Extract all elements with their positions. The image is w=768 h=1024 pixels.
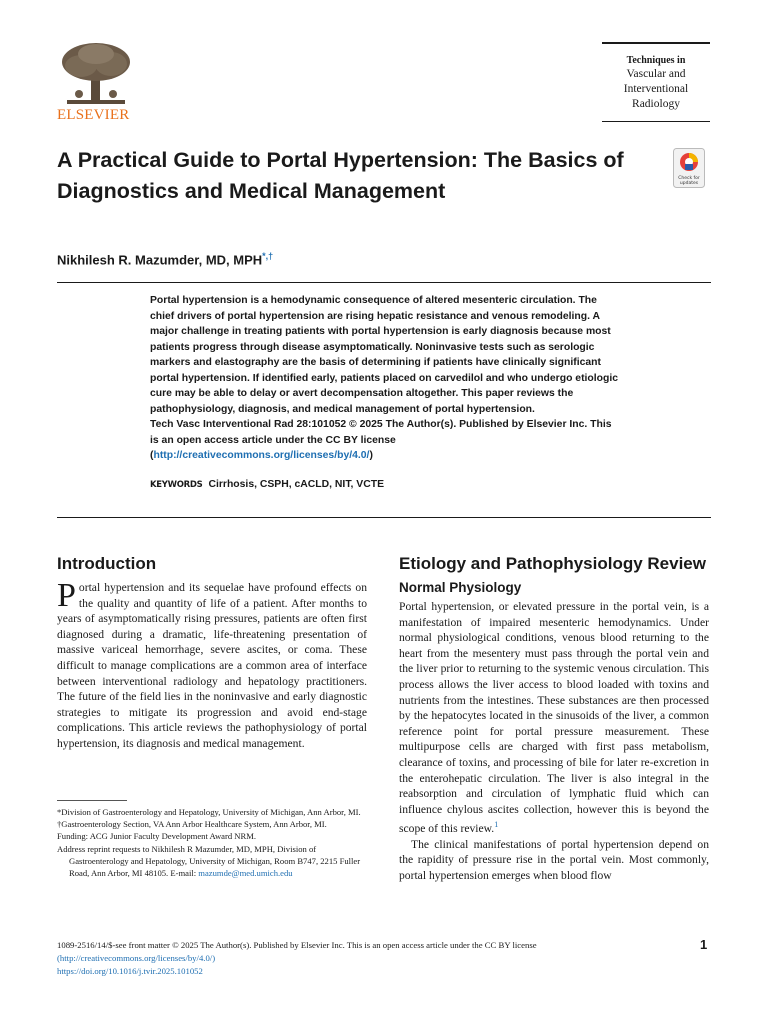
page-number: 1 bbox=[700, 937, 708, 952]
journal-name-line2: Vascular and bbox=[626, 68, 686, 80]
physiology-paragraph-1 bbox=[399, 599, 709, 837]
check-for-updates-icon bbox=[673, 148, 705, 188]
right-column bbox=[399, 553, 709, 884]
article-title: A Practical Guide to Portal Hypertension: The Basics of Diagnostics and Medical Management bbox=[57, 148, 624, 203]
keywords-list: Cirrhosis, CSPH, cACLD, NIT, VCTE bbox=[208, 479, 384, 490]
journal-name-line4: Radiology bbox=[632, 98, 680, 110]
etiology-heading: Etiology and Pathophysiology Review bbox=[399, 554, 706, 573]
citation-line: Tech Vasc Interventional Rad 28:101052 © 2025 The Author(s). Published by Elsevier Inc. This is an open access article under the CC BY license (http://creativecommons.org/licenses/by/4.0/) bbox=[150, 419, 612, 461]
introduction-text: ortal hypertension and its sequelae have profound effects on the quality and quantity of life of a patient. After months to years of asymptomatically rising pressures, patients are often first diagnosed during a dramatic, life-threatening presentation of massive variceal hemorrhage, severe ascites, or coma. These difficult to manage complications are a common area of interface between interventional radiology and hepatology practitioners. The future of the field lies in the noninvasive and early diagnostic strategies to mitigate its progression and avoid end-stage complications. This article reviews the pathophysiology of portal hypertension, its diagnosis and medical management. bbox=[57, 581, 367, 750]
introduction-heading: Introduction bbox=[57, 554, 157, 573]
keywords-label: KEYWORDS bbox=[150, 480, 203, 490]
check-for-updates-badge[interactable] bbox=[673, 148, 705, 188]
badge-text-2: updates bbox=[679, 181, 699, 186]
footnotes bbox=[57, 806, 369, 879]
reference-link-1[interactable]: 1 bbox=[494, 820, 499, 830]
badge-text-1: Check for bbox=[678, 176, 700, 181]
introduction-paragraph bbox=[57, 577, 367, 752]
author-line bbox=[57, 251, 273, 267]
license-link[interactable]: http://creativecommons.org/licenses/by/4.0/ bbox=[153, 450, 370, 461]
left-column bbox=[57, 553, 367, 752]
author-email-link[interactable]: mazumde@med.umich.edu bbox=[198, 868, 293, 879]
journal-name-line1: Techniques in bbox=[626, 55, 686, 66]
keywords-line bbox=[150, 479, 384, 490]
doi-link[interactable]: https://doi.org/10.1016/j.tvir.2025.101052 bbox=[57, 965, 203, 976]
footnote-affiliation-2: †Gastroenterology Section, VA Ann Arbor Healthcare System, Ann Arbor, MI. bbox=[57, 819, 327, 830]
footnote-funding: Funding: ACG Junior Faculty Development Award NRM. bbox=[57, 831, 257, 842]
journal-name-line3: Interventional bbox=[623, 83, 689, 95]
tree-icon bbox=[57, 40, 135, 106]
drop-cap: P bbox=[57, 577, 76, 614]
footer-license-link[interactable]: (http://creativecommons.org/licenses/by/4.0/) bbox=[57, 952, 216, 963]
publisher-name: ELSEVIER bbox=[57, 107, 130, 123]
abstract-bottom-rule bbox=[57, 517, 711, 518]
abstract-top-rule bbox=[57, 282, 711, 283]
journal-name-box bbox=[602, 42, 710, 122]
footer-copyright: 1089-2516/14/$-see front matter © 2025 The Author(s). Published by Elsevier Inc. This is an open access article under the CC BY license bbox=[57, 940, 537, 950]
abstract bbox=[150, 293, 620, 464]
footnote-rule bbox=[57, 800, 127, 801]
normal-physiology-heading: Normal Physiology bbox=[399, 580, 522, 595]
physiology-paragraph-2: The clinical manifestations of portal hypertension depend on the rapidity of pressure rise in the portal vein. Most commonly, portal hypertension emerges when blood flow bbox=[399, 837, 709, 882]
page-footer bbox=[57, 939, 657, 977]
author-affiliation-marks[interactable]: *,† bbox=[262, 251, 274, 261]
author-name: Nikhilesh R. Mazumder, MD, MPH bbox=[57, 252, 263, 268]
citation-text: Tech Vasc Interventional Rad 28:101052 © 2025 The Author(s). Published by Elsevier Inc. This is an open access article under the CC BY license bbox=[150, 419, 612, 446]
footnote-address bbox=[57, 843, 369, 880]
footnote-affiliation-1: *Division of Gastroenterology and Hepatology, University of Michigan, Ann Arbor, MI. bbox=[57, 807, 361, 817]
footnote-address-text: Address reprint requests to Nikhilesh R Mazumder, MD, MPH, Division of Gastroenterology and Hepatology, University of Michigan, Room B747, 2215 Fuller Road, Ann Arbor, MI 48105. E-mail: bbox=[57, 843, 361, 879]
abstract-text: Portal hypertension is a hemodynamic consequence of altered mesenteric circulation. The chief drivers of portal hypertension are rising hepatic resistance and venous remodeling. A major challenge in treating patients with portal hypertension is early diagnosis because most patients progress through disease asymptomatically. Noninvasive tests such as serologic markers and elastography are the basis of determining if patients have clinically significant portal hypertension. If identified early, patients placed on carvedilol and who undergo etiologic cure may be able to delay or avert decompensation altogether. This paper reviews the pathophysiology, diagnosis, and medical management of portal hypertension. bbox=[150, 295, 619, 415]
physiology-text-1: Portal hypertension, or elevated pressure in the portal vein, is a manifestation of impaired mesenteric hemodynamics. Under normal physiological conditions, venous blood returning to the heart from the mesentery must pass through the portal vein and the liver prior to returning to the systemic venous circulation. This process allows the liver access to blood loaded with toxins and nutrients from the intestines. These substances are then processed by the hepatocytes located in the sinusoids of the liver, a common reference point for portal pressure measurement. These multipurpose cells are charged with first pass metabolism, clearance of toxins, and processing of bile for later re-excretion in the enterohepatic circulation. The liver is also integral in the reabsorption and circulation of lymphatic fluid which can influence chylous ascites collection, however this is beyond the scope of this review. bbox=[399, 600, 709, 836]
